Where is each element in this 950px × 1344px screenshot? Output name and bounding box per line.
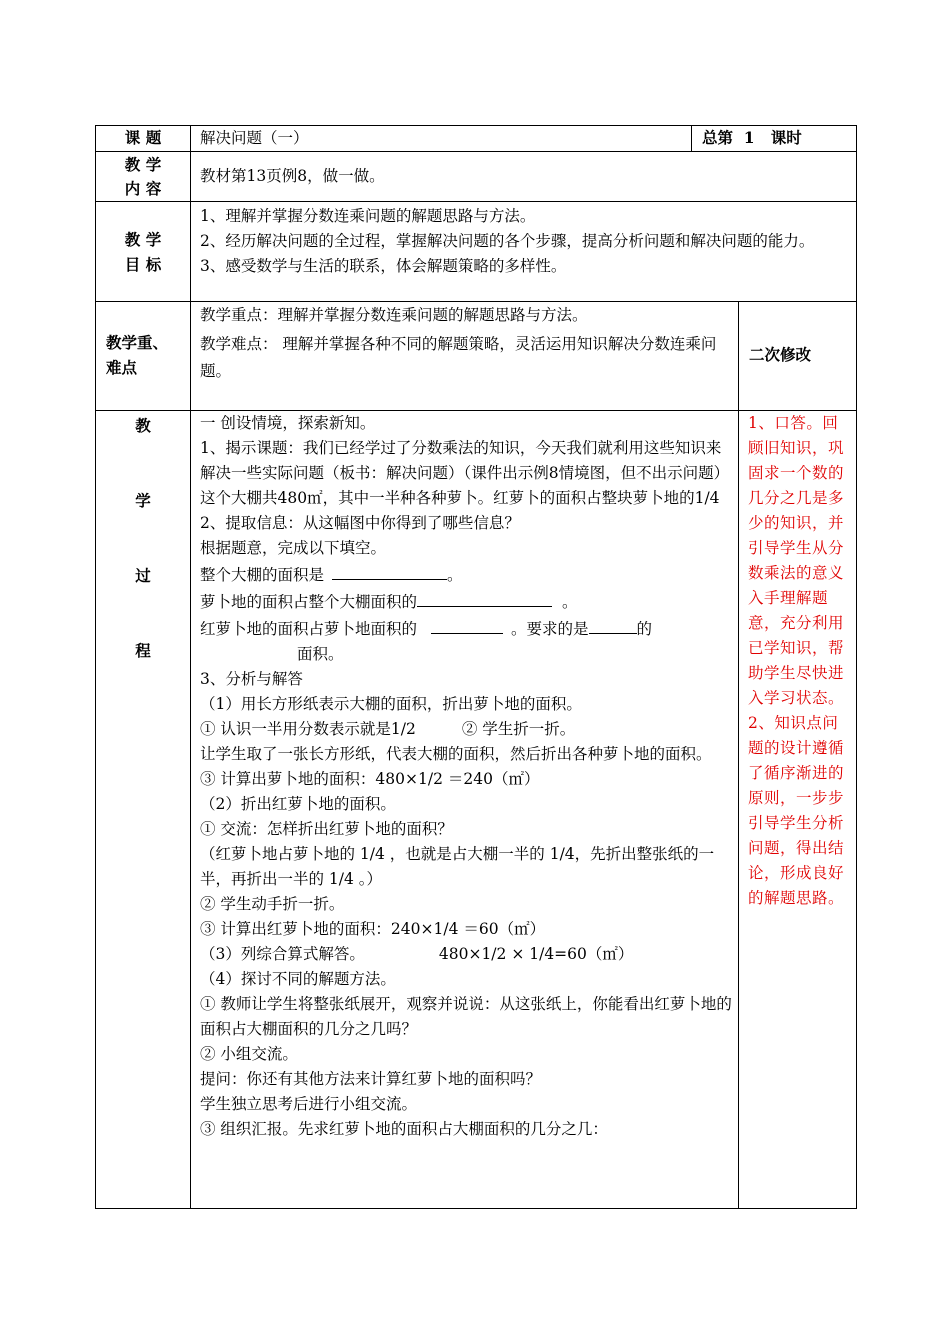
content-value: 教材第13页例8，做一做。: [191, 152, 857, 202]
process-line: ① 教师让学生将整张纸展开，观察并说说：从这张纸上，你能看出红萝卜地的面积占大棚面积的几分之几吗？: [200, 995, 732, 1038]
title-row: [96, 126, 857, 152]
goals-label-line2: 目 标: [124, 255, 162, 274]
process-line: （2）折出红萝卜地的面积。: [200, 795, 396, 813]
process-line: ② 小组交流。: [200, 1045, 298, 1063]
title-label: 课 题: [96, 126, 191, 152]
process-body: [191, 411, 739, 1209]
process-line: 让学生取了一张长方形纸，代表大棚的面积，然后折出各种萝卜地的面积。: [200, 745, 712, 763]
process-label-char: 学: [135, 491, 151, 510]
content-row: [96, 152, 857, 202]
process-line: 面积。: [297, 645, 344, 663]
process-row: [96, 411, 857, 1209]
lesson-plan-table: [95, 125, 857, 1209]
process-line: 一 创设情境，探索新知。: [200, 414, 376, 432]
goals-list: [191, 202, 857, 302]
process-line: ② 学生动手折一折。: [200, 895, 345, 913]
revision-note: 1、口答。回顾旧知识，巩固求一个数的几分之几是多少的知识，并引导学生从分数乘法的意义入手理解题意，充分利用已学知识，帮助学生尽快进入学习状态。2、知识点问题的设计遵循了循序渐进的原则，一步步引导学生分析问题，得出结论，形成良好的解题思路。: [739, 411, 857, 1209]
fill-blank-line: 萝卜地的面积占整个大棚面积的 。: [200, 588, 732, 615]
period-number: 总第 1 课时: [692, 126, 857, 152]
process-label-char: 过: [135, 566, 151, 585]
fill-blank-line: 红萝卜地的面积占萝卜地面积的 。要求的是 的: [200, 615, 732, 642]
process-label-char: 程: [135, 641, 151, 660]
process-line: 提问：你还有其他方法来计算红萝卜地的面积吗？: [200, 1070, 542, 1088]
answer-blank[interactable]: [332, 561, 447, 580]
teaching-difficulty: 教学难点： 理解并掌握各种不同的解题策略，灵活运用知识解决分数连乘问题。: [200, 335, 717, 380]
key-label-line2: 难点: [106, 358, 138, 377]
fill-blank-line: 整个大棚的面积是 。: [200, 561, 732, 588]
process-line: （红萝卜地占萝卜地的 1/4 ，也就是占大棚一半的 1/4，先折出整张纸的一半，再折出一半的 1/4 。）: [200, 845, 715, 888]
process-line: 学生独立思考后进行小组交流。: [200, 1095, 418, 1113]
process-line: （4）探讨不同的解题方法。: [200, 970, 396, 988]
key-points-row: [96, 302, 857, 411]
process-line: ③ 组织汇报。先求红萝卜地的面积占大棚面积的几分之几：: [200, 1120, 608, 1138]
answer-blank[interactable]: [431, 615, 503, 634]
key-label-line1: 教学重、: [106, 333, 169, 352]
goals-row: [96, 202, 857, 302]
process-line: ③ 计算出萝卜地的面积：480×1/2 ＝240（㎡）: [200, 770, 540, 788]
process-line: 2、提取信息：从这幅图中你得到了哪些信息？: [200, 514, 520, 532]
goal-item: 1、理解并掌握分数连乘问题的解题思路与方法。: [200, 207, 536, 225]
process-label-char: 教: [135, 416, 151, 435]
process-line: 这个大棚共480㎡，其中一半种各种萝卜。红萝卜的面积占整块萝卜地的1/4: [200, 489, 720, 507]
process-line: （1）用长方形纸表示大棚的面积，折出萝卜地的面积。: [200, 695, 582, 713]
process-line: 1、揭示课题：我们已经学过了分数乘法的知识，今天我们就利用这些知识来解决一些实际问题（板书：解决问题）（课件出示例8情境图，但不出示问题）: [200, 439, 730, 482]
teaching-focus: 教学重点：理解并掌握分数连乘问题的解题思路与方法。: [200, 306, 588, 324]
goal-item: 2、经历解决问题的全过程，掌握解决问题的各个步骤，提高分析问题和解决问题的能力。: [200, 232, 815, 250]
process-line: ① 交流：怎样折出红萝卜地的面积？: [200, 820, 453, 838]
process-line: ① 认识一半用分数表示就是1/2 ② 学生折一折。: [200, 720, 576, 738]
process-line: 根据题意，完成以下填空。: [200, 539, 387, 557]
title-value: 解决问题（一）: [191, 126, 692, 152]
goals-label-line1: 教 学: [124, 230, 162, 249]
process-line: （3）列综合算式解答。 480×1/2 × 1/4=60（㎡）: [200, 945, 634, 963]
content-label-line2: 内 容: [124, 179, 162, 198]
answer-blank[interactable]: [417, 588, 552, 607]
content-label-line1: 教 学: [124, 155, 162, 174]
process-line: ③ 计算出红萝卜地的面积：240×1/4 ＝60（㎡）: [200, 920, 546, 938]
process-line: 3、分析与解答: [200, 670, 303, 688]
goal-item: 3、感受数学与生活的联系，体会解题策略的多样性。: [200, 257, 567, 275]
revision-header: 二次修改: [739, 302, 857, 411]
answer-blank[interactable]: [589, 615, 637, 634]
